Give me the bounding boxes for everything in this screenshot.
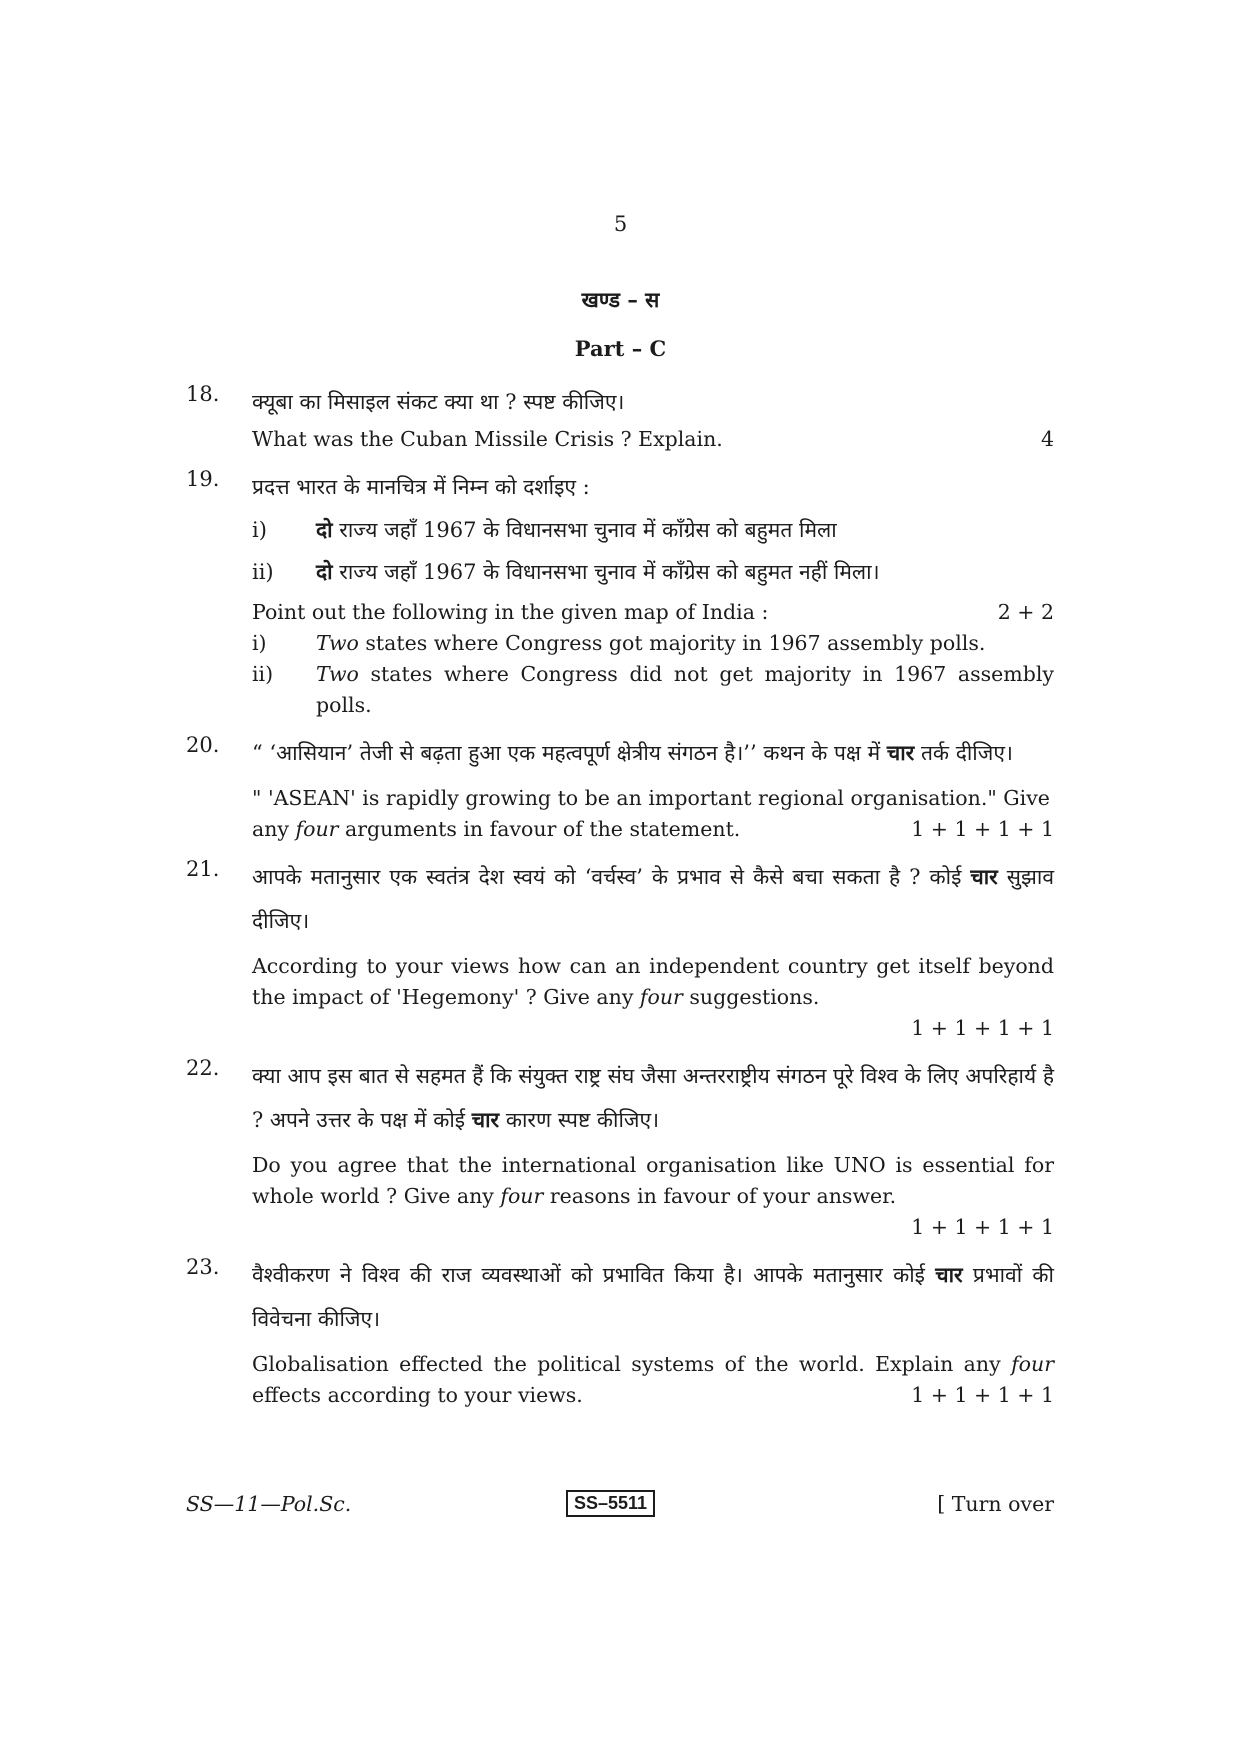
question-21 xyxy=(186,855,1054,1044)
sub-item-label: i) xyxy=(252,518,267,542)
question-number: 23. xyxy=(186,1255,220,1279)
sub-item-label: i) xyxy=(252,631,267,655)
paper-code: SS—11—Pol.Sc. xyxy=(186,1492,352,1516)
question-text: " 'ASEAN' is rapidly growing to be an important regional organisation." Give any xyxy=(252,786,1050,841)
emphasis: चार xyxy=(886,740,915,765)
booklet-code-box: SS–5511 xyxy=(566,1490,655,1517)
emphasis: चार xyxy=(935,1262,963,1287)
question-text: Point out the following in the given map of India : xyxy=(252,600,769,624)
question-text: arguments in favour of the statement. xyxy=(338,817,741,841)
question-number: 21. xyxy=(186,857,220,881)
question-text: effects according to your views. xyxy=(252,1383,583,1407)
question-number: 20. xyxy=(186,733,220,757)
question-23 xyxy=(186,1253,1054,1411)
sub-item-english xyxy=(252,628,1054,659)
turn-over-note: [ Turn over xyxy=(937,1492,1054,1516)
sub-item-text: states where Congress got majority in 1967 assembly polls. xyxy=(358,631,986,655)
question-text: Do you agree that the international organisation like UNO is essential for whole world ? Give any xyxy=(252,1153,1054,1208)
emphasis: दो xyxy=(316,517,333,542)
emphasis: four xyxy=(500,1184,544,1208)
question-text: वैश्वीकरण ने विश्व की राज व्यवस्थाओं को प्रभावित किया है। आपके मतानुसार कोई xyxy=(252,1263,936,1287)
question-text-hindi xyxy=(252,855,1054,943)
question-text: प्रभावों की विवेचना कीजिए। xyxy=(252,1263,1054,1331)
sub-item-label: ii) xyxy=(252,560,274,584)
question-text-hindi xyxy=(252,1253,1054,1341)
sub-item-text: states where Congress did not get majority in 1967 assembly polls. xyxy=(316,662,1054,717)
questions-list xyxy=(186,380,1054,1421)
question-text: आपके मतानुसार एक स्वतंत्र देश स्वयं को ‘वर्चस्व’ के प्रभाव से कैसे बचा सकता है ? कोई xyxy=(252,865,971,889)
question-text: “ ‘आसियान’ तेजी से बढ़ता हुआ एक महत्वपूर्ण क्षेत्रीय संगठन है।’’ कथन के पक्ष में xyxy=(252,741,887,765)
question-text: तर्क दीजिए। xyxy=(914,741,1013,765)
emphasis: four xyxy=(1011,1352,1054,1376)
question-text: सुझाव दीजिए। xyxy=(252,865,1054,933)
question-text-hindi: प्रदत्त भारत के मानचित्र में निम्न को दर्शाइए : xyxy=(252,475,590,499)
question-text-hindi xyxy=(252,1054,1054,1142)
question-text: What was the Cuban Missile Crisis ? Explain. xyxy=(252,427,723,451)
question-22 xyxy=(186,1054,1054,1243)
emphasis: four xyxy=(295,817,339,841)
sub-item-hindi xyxy=(252,551,1054,593)
question-19 xyxy=(186,465,1054,721)
page-footer xyxy=(186,1490,1054,1522)
sub-item-english xyxy=(252,659,1054,721)
question-text-english xyxy=(252,783,1054,845)
marks: 1 + 1 + 1 + 1 xyxy=(911,817,1054,841)
sub-item-hindi xyxy=(252,509,1054,551)
question-text: suggestions. xyxy=(682,985,820,1009)
sub-item-label: ii) xyxy=(252,662,274,686)
section-title-english: Part – C xyxy=(574,336,667,361)
question-number: 18. xyxy=(186,382,220,406)
question-18 xyxy=(186,380,1054,455)
emphasis: दो xyxy=(316,559,333,584)
marks: 1 + 1 + 1 + 1 xyxy=(911,1016,1054,1040)
question-text-english xyxy=(252,1150,1054,1212)
question-text-english xyxy=(252,424,1054,455)
question-number: 22. xyxy=(186,1056,220,1080)
sub-item-text: राज्य जहाँ 1967 के विधानसभा चुनाव में काँग्रेस को बहुमत नहीं मिला। xyxy=(332,560,880,584)
question-text: Globalisation effected the political systems of the world. Explain any xyxy=(252,1352,1012,1376)
question-text: क्या आप इस बात से सहमत हैं कि संयुक्त राष्ट्र संघ जैसा अन्तरराष्ट्रीय संगठन पूरे विश्व के लिए अपरिहार्य है ? अपने उत्तर के पक्ष में कोई xyxy=(252,1064,1054,1132)
marks: 4 xyxy=(1040,427,1054,451)
question-text-hindi: क्यूबा का मिसाइल संकट क्या था ? स्पष्ट कीजिए। xyxy=(252,390,625,414)
question-text-english xyxy=(252,951,1054,1013)
page-number: 5 xyxy=(613,212,628,236)
section-title-hindi: खण्ड – स xyxy=(581,287,660,312)
question-20 xyxy=(186,731,1054,845)
emphasis: चार xyxy=(970,864,998,889)
sub-item-text: राज्य जहाँ 1967 के विधानसभा चुनाव में काँग्रेस को बहुमत मिला xyxy=(332,518,837,542)
emphasis: four xyxy=(639,985,683,1009)
marks: 1 + 1 + 1 + 1 xyxy=(911,1215,1054,1239)
emphasis: Two xyxy=(316,662,359,686)
question-text-english xyxy=(252,1349,1054,1411)
marks: 2 + 2 xyxy=(997,600,1054,624)
question-text: कारण स्पष्ट कीजिए। xyxy=(499,1108,660,1132)
question-number: 19. xyxy=(186,467,220,491)
question-text-hindi xyxy=(252,731,1054,775)
question-text: reasons in favour of your answer. xyxy=(543,1184,897,1208)
emphasis: चार xyxy=(471,1107,500,1132)
question-text-english xyxy=(252,597,1054,628)
emphasis: Two xyxy=(316,631,359,655)
marks: 1 + 1 + 1 + 1 xyxy=(911,1383,1054,1407)
question-text: According to your views how can an independent country get itself beyond the impact of 'Hegemony' ? Give any xyxy=(252,954,1054,1009)
